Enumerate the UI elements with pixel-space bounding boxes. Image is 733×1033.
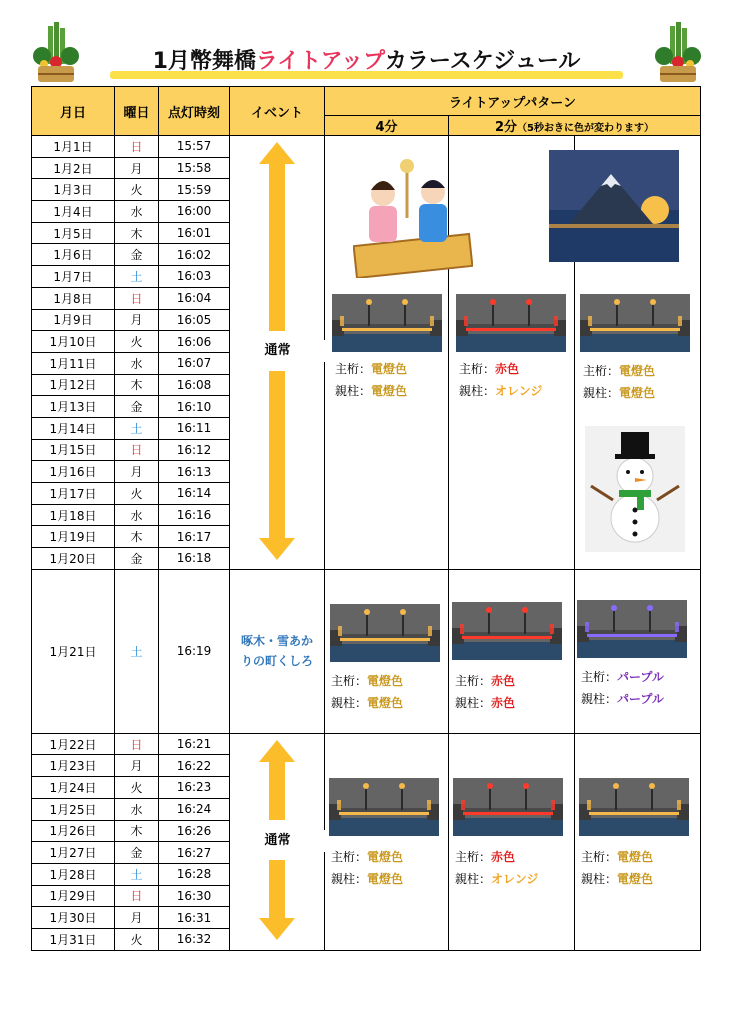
weekday-cell: 金 — [115, 842, 159, 864]
pillar-color: オレンジ — [495, 384, 543, 398]
bridge-photo-amber — [332, 294, 442, 352]
header-date: 月日 — [32, 87, 115, 136]
pillar-color: パープル — [617, 691, 664, 706]
time-cell: 16:05 — [159, 309, 230, 331]
time-cell: 16:32 — [159, 928, 230, 950]
event-label: 通常 — [230, 340, 325, 362]
weekday-cell: 水 — [115, 201, 159, 223]
pattern-caption — [581, 846, 653, 890]
date-cell: 1月4日 — [32, 201, 115, 223]
pillar-label: 親柱： — [331, 695, 368, 710]
date-cell: 1月6日 — [32, 244, 115, 266]
time-cell: 16:26 — [159, 820, 230, 842]
date-cell: 1月29日 — [32, 885, 115, 907]
girder-label: 主桁： — [331, 849, 368, 864]
girder-label: 主桁： — [331, 673, 368, 688]
date-cell: 1月12日 — [32, 374, 115, 396]
pattern-2min-b-block3 — [575, 733, 701, 950]
pillar-label: 親柱： — [455, 695, 492, 710]
date-cell: 1月26日 — [32, 820, 115, 842]
date-cell: 1月18日 — [32, 504, 115, 526]
weekday-cell: 木 — [115, 526, 159, 548]
time-cell: 16:31 — [159, 907, 230, 929]
weekday-cell: 火 — [115, 483, 159, 505]
time-cell: 16:19 — [159, 569, 230, 733]
date-cell: 1月16日 — [32, 461, 115, 483]
weekday-cell: 月 — [115, 309, 159, 331]
pattern-caption — [581, 666, 664, 710]
schedule-table — [31, 86, 701, 951]
girder-label: 主桁： — [455, 673, 492, 688]
header-2min — [449, 116, 701, 136]
girder-label: 主桁： — [455, 849, 492, 864]
weekday-cell: 日 — [115, 733, 159, 755]
date-cell: 1月20日 — [32, 548, 115, 570]
date-cell: 1月27日 — [32, 842, 115, 864]
bridge-photo-amber — [329, 778, 439, 836]
date-cell: 1月21日 — [32, 569, 115, 733]
event-normal-1 — [230, 136, 325, 570]
header-4min: 4分 — [325, 116, 449, 136]
time-cell: 16:18 — [159, 548, 230, 570]
weekday-cell: 火 — [115, 179, 159, 201]
date-cell: 1月30日 — [32, 907, 115, 929]
weekday-cell: 月 — [115, 907, 159, 929]
time-cell: 16:07 — [159, 352, 230, 374]
bridge-photo-amber — [330, 604, 440, 662]
bridge-photo-red — [453, 778, 563, 836]
pattern-2min-a-block3 — [449, 733, 575, 950]
pattern-caption — [331, 846, 403, 890]
time-cell: 16:13 — [159, 461, 230, 483]
girder-color: 赤色 — [491, 673, 516, 688]
event-label: 通常 — [230, 830, 325, 852]
date-cell: 1月23日 — [32, 755, 115, 777]
date-cell: 1月19日 — [32, 526, 115, 548]
header-pattern: ライトアップパターン — [325, 87, 701, 116]
event-special-line1: 啄木・雪あか — [240, 634, 313, 649]
event-special-line2: りの町くしろ — [240, 654, 313, 669]
pillar-color: 電燈色 — [371, 384, 408, 398]
time-cell: 15:59 — [159, 179, 230, 201]
pattern-caption — [583, 360, 655, 404]
time-cell: 16:24 — [159, 798, 230, 820]
bridge-photo-red — [456, 294, 566, 352]
weekday-cell: 金 — [115, 244, 159, 266]
pillar-label: 親柱： — [335, 384, 372, 398]
weekday-cell: 火 — [115, 331, 159, 353]
pattern-4min-block2 — [325, 569, 449, 733]
table-row — [32, 136, 701, 158]
bridge-photo-amber — [580, 294, 690, 352]
weekday-cell: 日 — [115, 885, 159, 907]
date-cell: 1月10日 — [32, 331, 115, 353]
date-cell: 1月22日 — [32, 733, 115, 755]
date-cell: 1月31日 — [32, 928, 115, 950]
date-cell: 1月11日 — [32, 352, 115, 374]
weekday-cell: 月 — [115, 157, 159, 179]
date-cell: 1月2日 — [32, 157, 115, 179]
time-cell: 16:01 — [159, 222, 230, 244]
time-cell: 16:06 — [159, 331, 230, 353]
weekday-cell: 水 — [115, 798, 159, 820]
time-cell: 16:10 — [159, 396, 230, 418]
date-cell: 1月17日 — [32, 483, 115, 505]
title-accent: ライトアップ — [255, 49, 385, 74]
date-cell: 1月24日 — [32, 777, 115, 799]
header-time: 点灯時刻 — [159, 87, 230, 136]
date-cell: 1月1日 — [32, 136, 115, 158]
time-cell: 16:11 — [159, 417, 230, 439]
time-cell: 16:04 — [159, 287, 230, 309]
time-cell: 16:30 — [159, 885, 230, 907]
time-cell: 16:17 — [159, 526, 230, 548]
pillar-color: オレンジ — [491, 871, 539, 886]
time-cell: 16:22 — [159, 755, 230, 777]
mount-fuji-sunrise-icon — [549, 150, 679, 262]
table-row — [32, 569, 701, 733]
weekday-cell: 日 — [115, 439, 159, 461]
event-special — [230, 569, 325, 733]
pattern-caption — [331, 670, 403, 714]
weekday-cell: 土 — [115, 863, 159, 885]
bridge-photo-red — [452, 602, 562, 660]
weekday-cell: 土 — [115, 417, 159, 439]
weekday-cell: 土 — [115, 266, 159, 288]
date-cell: 1月25日 — [32, 798, 115, 820]
weekday-cell: 水 — [115, 352, 159, 374]
time-cell: 16:23 — [159, 777, 230, 799]
pillar-label: 親柱： — [455, 871, 492, 886]
pillar-color: 電燈色 — [367, 695, 404, 710]
pillar-color: 電燈色 — [367, 871, 404, 886]
time-cell: 16:03 — [159, 266, 230, 288]
weekday-cell: 金 — [115, 548, 159, 570]
time-cell: 16:21 — [159, 733, 230, 755]
time-cell: 16:00 — [159, 201, 230, 223]
time-cell: 16:08 — [159, 374, 230, 396]
pattern-caption — [335, 358, 407, 402]
girder-color: パープル — [617, 669, 664, 684]
event-normal-2 — [230, 733, 325, 950]
weekday-cell: 土 — [115, 569, 159, 733]
time-cell: 15:57 — [159, 136, 230, 158]
date-cell: 1月13日 — [32, 396, 115, 418]
weekday-cell: 日 — [115, 136, 159, 158]
weekday-cell: 月 — [115, 755, 159, 777]
date-cell: 1月28日 — [32, 863, 115, 885]
time-cell: 16:27 — [159, 842, 230, 864]
weekday-cell: 金 — [115, 396, 159, 418]
pattern-2min-b-block1 — [575, 136, 701, 570]
date-cell: 1月15日 — [32, 439, 115, 461]
date-cell: 1月14日 — [32, 417, 115, 439]
weekday-cell: 木 — [115, 820, 159, 842]
time-cell: 16:02 — [159, 244, 230, 266]
weekday-cell: 日 — [115, 287, 159, 309]
pattern-caption — [455, 670, 515, 714]
girder-label: 主桁： — [581, 849, 618, 864]
pattern-2min-b-block2 — [575, 569, 701, 733]
weekday-cell: 月 — [115, 461, 159, 483]
weekday-cell: 木 — [115, 222, 159, 244]
header-weekday: 曜日 — [115, 87, 159, 136]
pillar-label: 親柱： — [331, 871, 368, 886]
snowman-icon — [585, 426, 685, 552]
weekday-cell: 火 — [115, 928, 159, 950]
header-event: イベント — [230, 87, 325, 136]
pillar-color: 電燈色 — [619, 386, 656, 400]
date-cell: 1月9日 — [32, 309, 115, 331]
girder-label: 主桁： — [459, 362, 496, 376]
title-suffix: カラースケジュール — [384, 49, 581, 74]
weekday-cell: 水 — [115, 504, 159, 526]
time-cell: 16:16 — [159, 504, 230, 526]
girder-color: 電燈色 — [619, 364, 656, 378]
bridge-photo-purple — [577, 600, 687, 658]
time-cell: 15:58 — [159, 157, 230, 179]
girder-color: 電燈色 — [367, 673, 404, 688]
girder-label: 主桁： — [581, 669, 618, 684]
pattern-caption — [459, 358, 542, 402]
girder-color: 電燈色 — [367, 849, 404, 864]
weekday-cell: 木 — [115, 374, 159, 396]
girder-label: 主桁： — [335, 362, 372, 376]
pattern-4min-block3 — [325, 733, 449, 950]
pillar-label: 親柱： — [583, 386, 620, 400]
header-2min-label: 2分 — [494, 120, 518, 135]
girder-label: 主桁： — [583, 364, 620, 378]
pillar-label: 親柱： — [581, 691, 618, 706]
girder-color: 赤色 — [495, 362, 520, 376]
pillar-label: 親柱： — [581, 871, 618, 886]
pillar-label: 親柱： — [459, 384, 496, 398]
girder-color: 赤色 — [491, 849, 516, 864]
pillar-color: 赤色 — [491, 695, 516, 710]
girder-color: 電燈色 — [371, 362, 408, 376]
page-title — [0, 44, 733, 75]
pattern-2min-a-block2 — [449, 569, 575, 733]
bridge-photo-amber — [579, 778, 689, 836]
pattern-caption — [455, 846, 538, 890]
girder-color: 電燈色 — [617, 849, 654, 864]
date-cell: 1月7日 — [32, 266, 115, 288]
date-cell: 1月8日 — [32, 287, 115, 309]
time-cell: 16:12 — [159, 439, 230, 461]
date-cell: 1月3日 — [32, 179, 115, 201]
title-prefix: 1月幣舞橋 — [152, 49, 256, 74]
time-cell: 16:28 — [159, 863, 230, 885]
header-2min-note: （5秒おきに色が変わります） — [517, 123, 654, 134]
weekday-cell: 火 — [115, 777, 159, 799]
pattern-4min-block1 — [325, 136, 449, 570]
table-row — [32, 733, 701, 755]
pillar-color: 電燈色 — [617, 871, 654, 886]
time-cell: 16:14 — [159, 483, 230, 505]
date-cell: 1月5日 — [32, 222, 115, 244]
